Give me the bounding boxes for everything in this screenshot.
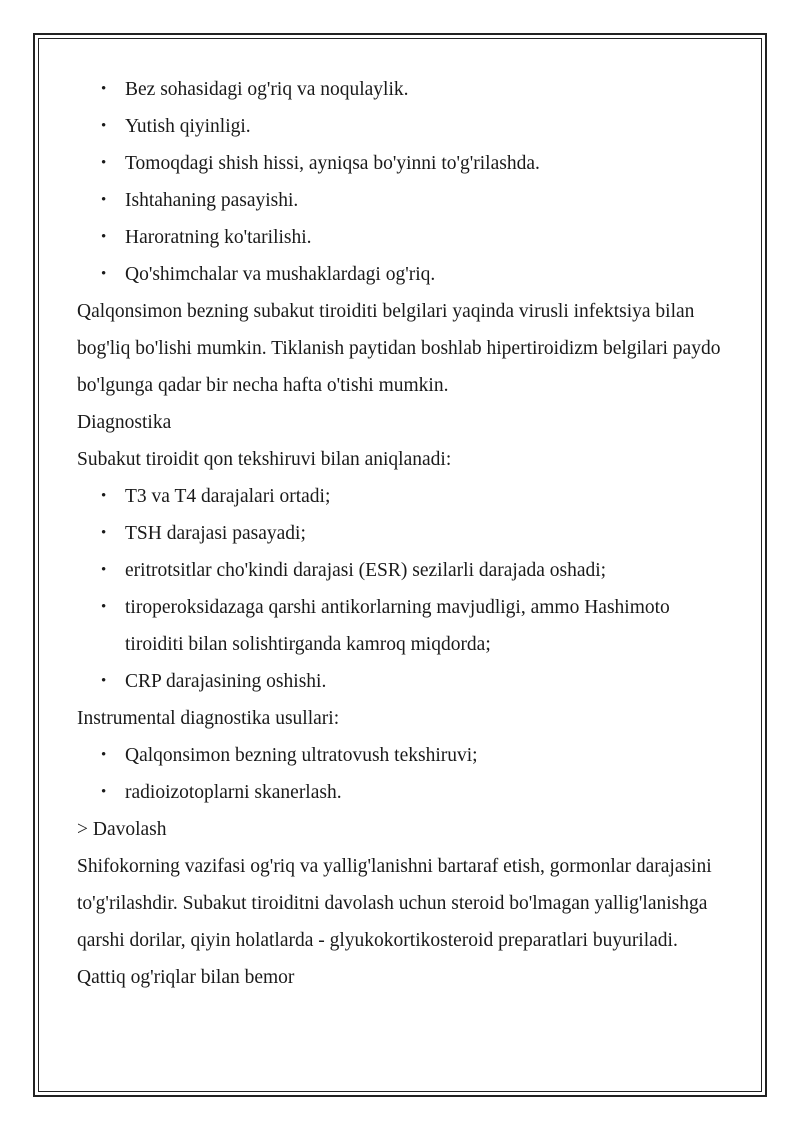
list-item: • Ishtahaning pasayishi. (77, 182, 727, 219)
list-item: • TSH darajasi pasayadi; (77, 515, 727, 552)
treatment-heading: > Davolash (77, 819, 167, 840)
list-item: • Tomoqdagi shish hissi, ayniqsa bo'yinni to'g'rilashda. (77, 145, 727, 182)
diagnostics-heading: Diagnostika (77, 412, 172, 433)
instrumental-intro: Instrumental diagnostika usullari: (77, 708, 340, 729)
treatment-paragraph: Shifokorning vazifasi og'riq va yallig'lanishni bartaraf etish, gormonlar darajasini to'g'rilashdir. Subakut tiroiditni davolash uchun steroid bo'lmagan yallig'lanishga qarshi dorilar, qiyin holatlarda - glyukokortikosteroid preparatlari buyuriladi. Qattiq og'riqlar bilan bemor (77, 856, 712, 988)
list-item: • eritrotsitlar cho'kindi darajasi (ESR) sezilarli darajada oshadi; (77, 552, 727, 589)
list-item: • T3 va T4 darajalari ortadi; (77, 478, 727, 515)
lab-intro: Subakut tiroidit qon tekshiruvi bilan aniqlanadi: (77, 449, 452, 470)
infection-paragraph: Qalqonsimon bezning subakut tiroiditi belgilari yaqinda virusli infektsiya bilan bog'liq bo'lishi mumkin. Tiklanish paytidan boshlab hipertiroidizm belgilari paydo bo'lgunga qadar bir necha hafta o'tishi mumkin. (77, 301, 721, 396)
document-body (77, 71, 727, 996)
list-item: • tiroperoksidazaga qarshi antikorlarning mavjudligi, ammo Hashimoto tiroiditi bilan solishtirganda kamroq miqdorda; (77, 589, 727, 663)
instrumental-list (77, 737, 727, 811)
list-item: • Haroratning ko'tarilishi. (77, 219, 727, 256)
list-item: • radioizotoplarni skanerlash. (77, 774, 727, 811)
lab-list (77, 478, 727, 700)
list-item: • Yutish qiyinligi. (77, 108, 727, 145)
list-item: • CRP darajasining oshishi. (77, 663, 727, 700)
list-item: • Bez sohasidagi og'riq va noqulaylik. (77, 71, 727, 108)
symptoms-list (77, 71, 727, 293)
list-item: • Qalqonsimon bezning ultratovush tekshiruvi; (77, 737, 727, 774)
list-item: • Qo'shimchalar va mushaklardagi og'riq. (77, 256, 727, 293)
